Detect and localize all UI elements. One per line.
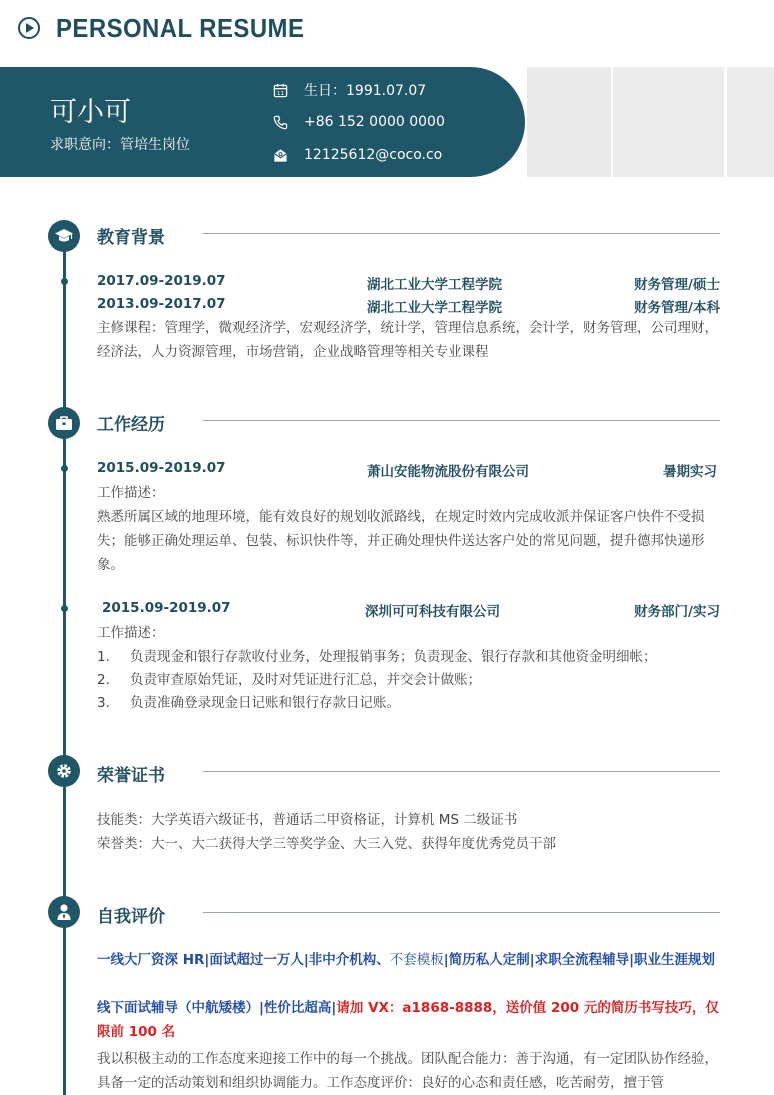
birth-info (272, 80, 426, 100)
education-title: 教育背景 (97, 228, 165, 248)
gear-icon (55, 762, 73, 780)
self-section-icon (48, 896, 80, 928)
section-divider (203, 233, 720, 234)
honor-skills: 技能类：大学英语六级证书，普通话二甲资格证，计算机 MS 二级证书 (97, 812, 518, 828)
calendar-icon (272, 82, 288, 98)
section-divider (203, 771, 720, 772)
edu-date: 2013.09-2017.07 (97, 296, 226, 312)
education-row (97, 273, 720, 293)
job-intent: 求职意向：管培生岗位 (50, 137, 190, 153)
phone-info (272, 114, 445, 130)
job-role: 暑期实习 (663, 464, 717, 480)
timeline-dot (61, 465, 68, 472)
phone-icon (272, 114, 288, 130)
email-info (272, 147, 442, 163)
job-row (97, 460, 720, 480)
edu-school: 湖北工业大学工程学院 (367, 277, 502, 293)
section-divider (203, 912, 720, 913)
page-title: PERSONAL RESUME (56, 12, 305, 43)
education-section-icon (48, 220, 80, 252)
svg-text:11: 11 (276, 90, 284, 97)
candidate-name: 可小可 (50, 97, 131, 128)
job-row (102, 600, 720, 620)
edu-major: 财务管理/硕士 (634, 277, 720, 293)
work-section-icon (48, 407, 80, 439)
list-item: 1. 负责现金和银行存款收付业务，处理报销事务；负责现金、银行存款和其他资金明细帐； (97, 649, 657, 665)
job-company: 萧山安能物流股份有限公司 (367, 464, 529, 480)
job-date: 2015.09-2019.07 (97, 460, 226, 476)
timeline-line (63, 236, 66, 1095)
job-desc-label: 工作描述： (97, 485, 165, 501)
header-deco-block (527, 67, 611, 177)
self-title: 自我评价 (97, 907, 165, 927)
briefcase-icon (55, 415, 73, 431)
graduation-cap-icon (54, 228, 74, 244)
header-deco-block (613, 67, 724, 177)
job-date: 2015.09-2019.07 (102, 600, 231, 616)
section-divider (203, 420, 720, 421)
job-role: 财务部门/实习 (634, 604, 720, 620)
work-title: 工作经历 (97, 415, 165, 435)
honor-awards: 荣誉类：大一、大二获得大学三等奖学金、大三入党、获得年度优秀党员干部 (97, 836, 556, 852)
edu-school: 湖北工业大学工程学院 (367, 300, 502, 316)
timeline-dot (61, 605, 68, 612)
list-item: 3. 负责准确登录现金日记账和银行存款日记账。 (97, 695, 400, 711)
play-circle-icon (18, 17, 40, 39)
self-evaluation-text: 我以积极主动的工作态度来迎接工作中的每一个挑战。团队配合能力：善于沟通，有一定团队协作经验，具备一定的活动策划和组织协调能力。工作态度评价：良好的心态和责任感，吃苦耐劳，擅于管 (97, 1051, 718, 1091)
list-item: 2. 负责审查原始凭证，及时对凭证进行汇总，并交会计做账； (97, 672, 481, 688)
timeline-dot (61, 278, 68, 285)
promo-line: 一线大厂资深 HR|面试超过一万人|非中介机构、不套模板|简历私人定制|求职全流程辅导|职业生涯规划 (97, 952, 716, 968)
promo-line: 线下面试辅导（中航矮楼）|性价比超高|请加 VX：a1868-8888，送价值 200 元的简历书写技巧，仅限前 100 名 (97, 1000, 719, 1040)
job-desc: 熟悉所属区域的地理环境，能有效良好的规划收派路线，在规定时效内完成收派并保证客户快件不受损失；能够正确处理运单、包装、标识快件等，并正确处理快件送达客户处的常见问题，提升德邦快递形象。 (97, 509, 705, 573)
birth-text: 生日：1991.07.07 (304, 83, 427, 99)
job-desc-label: 工作描述： (97, 625, 165, 641)
user-icon (56, 903, 72, 921)
honors-section-icon (48, 755, 80, 787)
edu-date: 2017.09-2019.07 (97, 273, 226, 289)
education-row (97, 296, 720, 316)
edu-major: 财务管理/本科 (634, 300, 720, 316)
honors-title: 荣誉证书 (97, 766, 165, 786)
header-deco-block (727, 67, 774, 177)
email-text: 12125612@coco.co (304, 147, 443, 163)
mail-icon (272, 147, 288, 163)
job-company: 深圳可可科技有限公司 (365, 604, 500, 620)
resume-title (18, 10, 326, 46)
edu-courses: 主修课程：管理学，微观经济学，宏观经济学，统计学，管理信息系统，会计学，财务管理，公司理财，经济法，人力资源管理，市场营销，企业战略管理等相关专业课程 (97, 320, 718, 360)
phone-text: +86 152 0000 0000 (304, 114, 445, 130)
